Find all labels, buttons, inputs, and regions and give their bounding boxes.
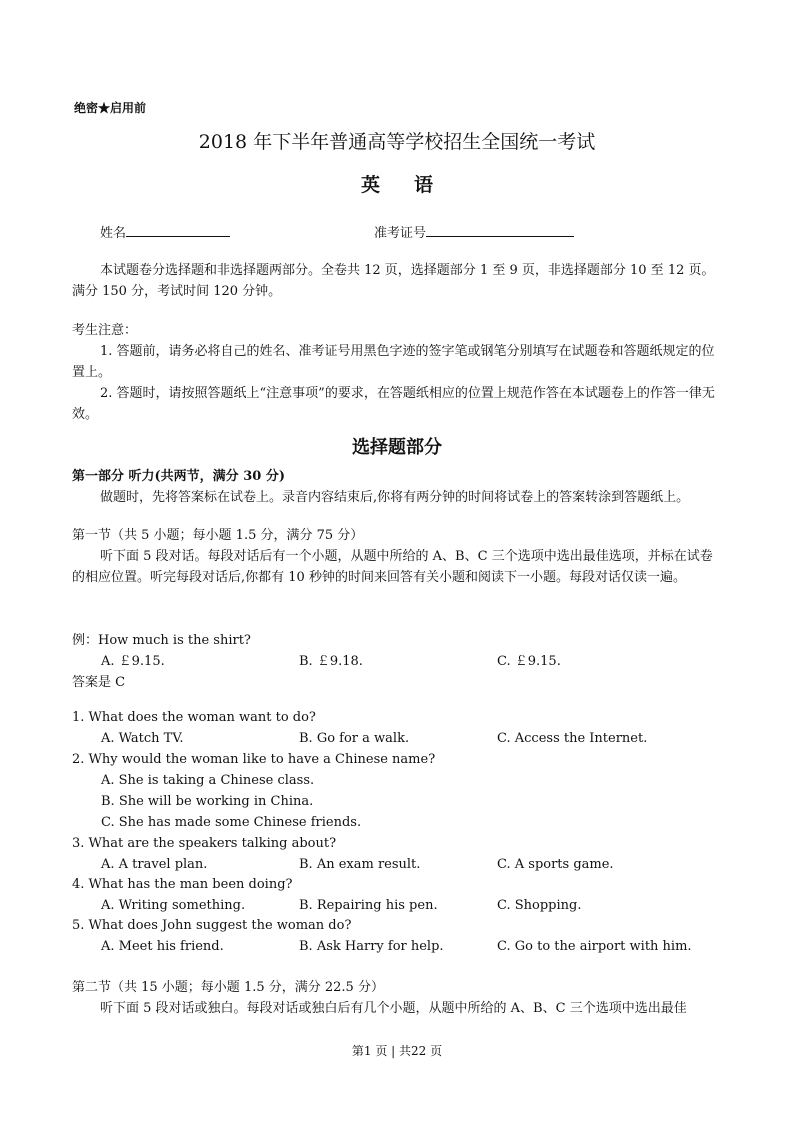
notes-heading: 考生注意： [72,323,138,338]
page-footer: 第1 页 | 共22 页 [351,1044,443,1058]
q5-option-b: B. Ask Harry for help. [299,939,444,954]
question-1: 1. What does the woman want to do? [72,710,316,725]
q2-option-a: A. She is taking a Chinese class. [101,773,315,788]
q4-option-b: B. Repairing his pen. [299,898,438,913]
name-label: 姓名 [100,226,127,241]
example-question: 例：How much is the shirt? [72,633,251,648]
question-4: 4. What has the man been doing? [72,877,293,892]
q4-option-a: A. Writing something. [101,898,246,913]
q1-option-a: A. Watch TV. [101,731,184,746]
question-2: 2. Why would the woman like to have a Chinese name? [72,752,436,767]
part1-desc: 做题时，先将答案标在试卷上。录音内容结束后,你将有两分钟的时间将试卷上的答案转涂到答题纸上。 [100,490,690,505]
confidential-mark: 绝密★启用前 [74,101,147,115]
note-item-2: 2. 答题时，请按照答题纸上“注意事项”的要求，在答题纸相应的位置上规范作答在本试题卷上的作答一律无效。 [72,386,715,422]
subject-title: 英语 [360,174,467,196]
name-blank [126,224,230,237]
q3-option-a: A. A travel plan. [101,857,208,872]
id-blank [426,224,574,237]
part1-heading: 第一部分 听力(共两节，满分 30 分) [72,469,285,484]
question-5: 5. What does John suggest the woman do? [72,918,352,933]
section1-heading: 第一节（共 5 小题；每小题 1.5 分，满分 75 分） [72,528,364,543]
section1-desc: 听下面 5 段对话。每段对话后有一个小题，从题中所给的 A、B、C 三个选项中选出最佳选项，并标在试卷的相应位置。听完每段对话后,你都有 10 秒钟的时间来回答有关小题和阅读下一小题。每段对话仅读一遍。 [72,549,713,585]
id-label: 准考证号 [374,226,427,241]
q4-option-c: C. Shopping. [497,898,582,913]
example-option-b: B. ￡9.18. [299,654,363,669]
q1-option-c: C. Access the Internet. [497,731,648,746]
example-option-c: C. ￡9.15. [497,654,561,669]
q2-option-b: B. She will be working in China. [101,794,314,809]
section2-desc: 听下面 5 段对话或独白。每段对话或独白后有几个小题，从题中所给的 A、B、C 三个选项中选出最佳 [100,1001,687,1016]
exam-title: 2018 年下半年普通高等学校招生全国统一考试 [198,131,596,153]
example-answer: 答案是 C [72,675,126,690]
q3-option-b: B. An exam result. [299,857,421,872]
note-item-1: 1. 答题前，请务必将自己的姓名、准考证号用黑色字迹的签字笔或钢笔分别填写在试题卷和答题纸规定的位置上。 [72,344,715,380]
q1-option-b: B. Go for a walk. [299,731,410,746]
id-field [374,222,574,241]
q2-option-c: C. She has made some Chinese friends. [101,815,362,830]
question-3: 3. What are the speakers talking about? [72,836,337,851]
intro-paragraph: 本试题卷分选择题和非选择题两部分。全卷共 12 页，选择题部分 1 至 9 页，非选择题部分 10 至 12 页。满分 150 分，考试时间 120 分钟。 [72,263,715,299]
q5-option-c: C. Go to the airport with him. [497,939,692,954]
q5-option-a: A. Meet his friend. [101,939,224,954]
q3-option-c: C. A sports game. [497,857,614,872]
name-field [100,222,230,241]
example-option-a: A. ￡9.15. [101,654,165,669]
section-title: 选择题部分 [352,437,442,458]
section2-heading: 第二节（共 15 小题；每小题 1.5 分，满分 22.5 分） [72,980,384,995]
